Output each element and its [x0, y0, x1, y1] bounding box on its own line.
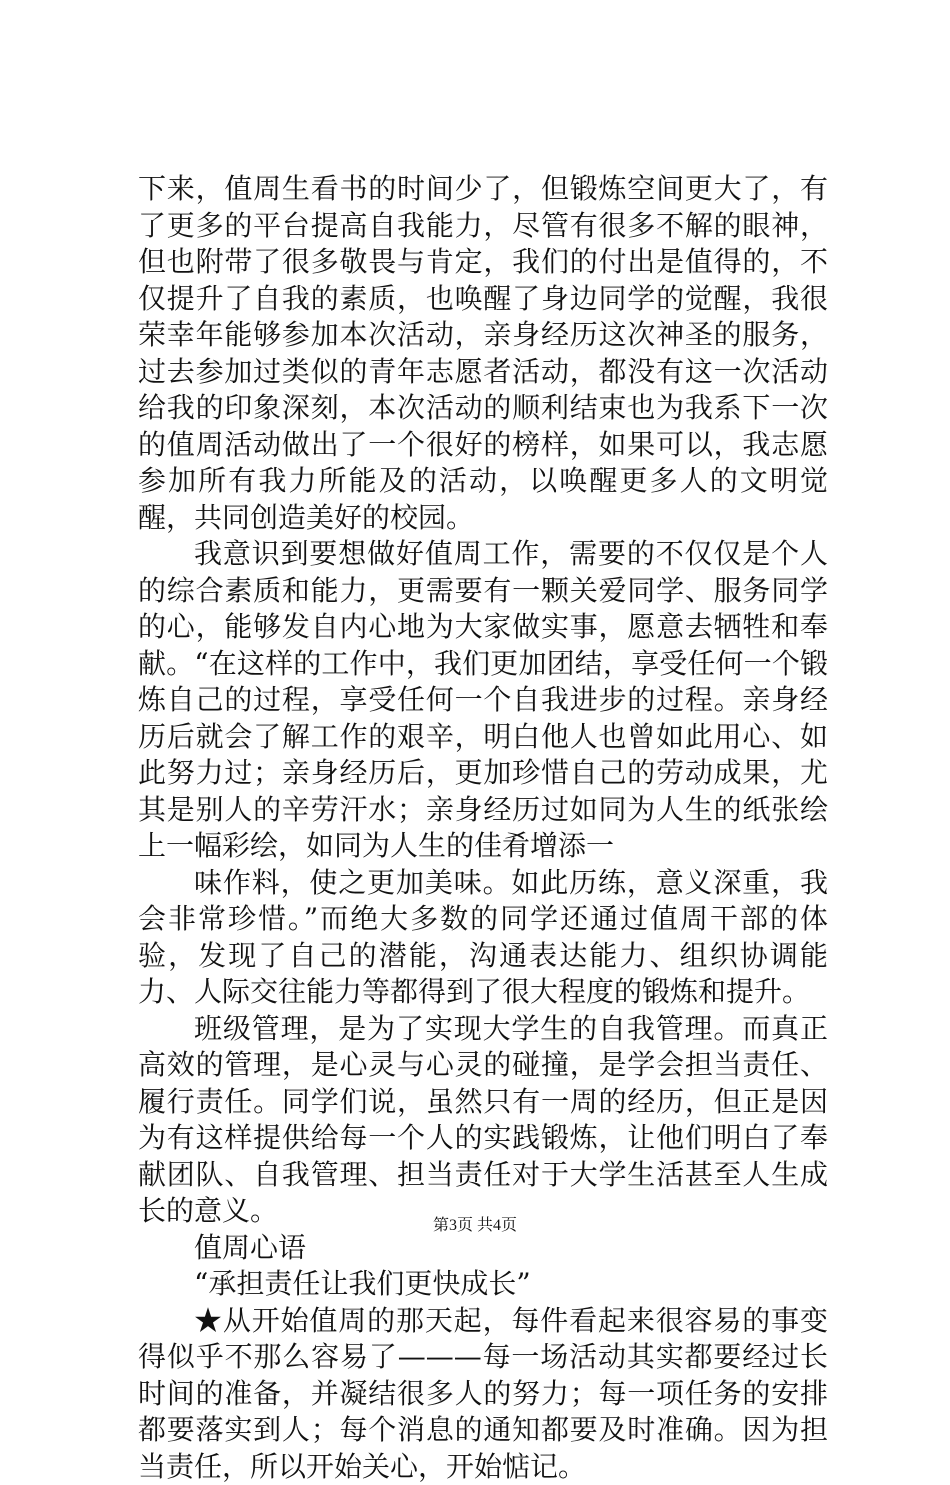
paragraph-star: ★从开始值周的那天起，每件看起来很容易的事变得似乎不那么容易了———每一场活动其实都要经过长时间的准备，并凝结很多人的努力；每一项任务的安排都要落实到人；每个消息的通知都要及时准确。因为担当责任，所以开始关心，开始惦记。 — [138, 1303, 828, 1485]
paragraph-class-management: 班级管理，是为了实现大学生的自我管理。而真正高效的管理，是心灵与心灵的碰撞，是学会担当责任、履行责任。同学们说，虽然只有一周的经历，但正是因为有这样提供给每一个人的实践锻炼，让他们明白了奉献团队、自我管理、担当责任对于大学生活甚至人生成长的意义。 — [138, 1011, 828, 1230]
page-footer: 第3页 共4页 — [0, 1216, 950, 1236]
paragraph-seasoning: 味作料，使之更加美味。如此历练，意义深重，我会非常珍惜。”而绝大多数的同学还通过值周干部的体验，发现了自己的潜能，沟通表达能力、组织协调能力、人际交往能力等都得到了很大程度的锻炼和提升。 — [138, 865, 828, 1011]
document-body — [138, 171, 828, 1485]
section-subtitle: “承担责任让我们更快成长” — [138, 1266, 828, 1303]
section-heading: 值周心语 — [138, 1230, 828, 1267]
paragraph-continuation: 下来，值周生看书的时间少了，但锻炼空间更大了，有了更多的平台提高自我能力，尽管有很多不解的眼神，但也附带了很多敬畏与肯定，我们的付出是值得的，不仅提升了自我的素质，也唤醒了身边同学的觉醒，我很荣幸年能够参加本次活动，亲身经历这次神圣的服务，过去参加过类似的青年志愿者活动，都没有这一次活动给我的印象深刻，本次活动的顺利结束也为我系下一次的值周活动做出了一个很好的榜样，如果可以，我志愿参加所有我力所能及的活动，以唤醒更多人的文明觉醒，共同创造美好的校园。 — [138, 171, 828, 536]
paragraph-awareness: 我意识到要想做好值周工作，需要的不仅仅是个人的综合素质和能力，更需要有一颗关爱同学、服务同学的心，能够发自内心地为大家做实事，愿意去牺牲和奉献。“在这样的工作中，我们更加团结，享受任何一个锻炼自己的过程，享受任何一个自我进步的过程。亲身经历后就会了解工作的艰辛，明白他人也曾如此用心、如此努力过；亲身经历后，更加珍惜自己的劳动成果，尤其是别人的辛劳汗水；亲身经历过如同为人生的纸张绘上一幅彩绘，如同为人生的佳肴增添一 — [138, 536, 828, 865]
